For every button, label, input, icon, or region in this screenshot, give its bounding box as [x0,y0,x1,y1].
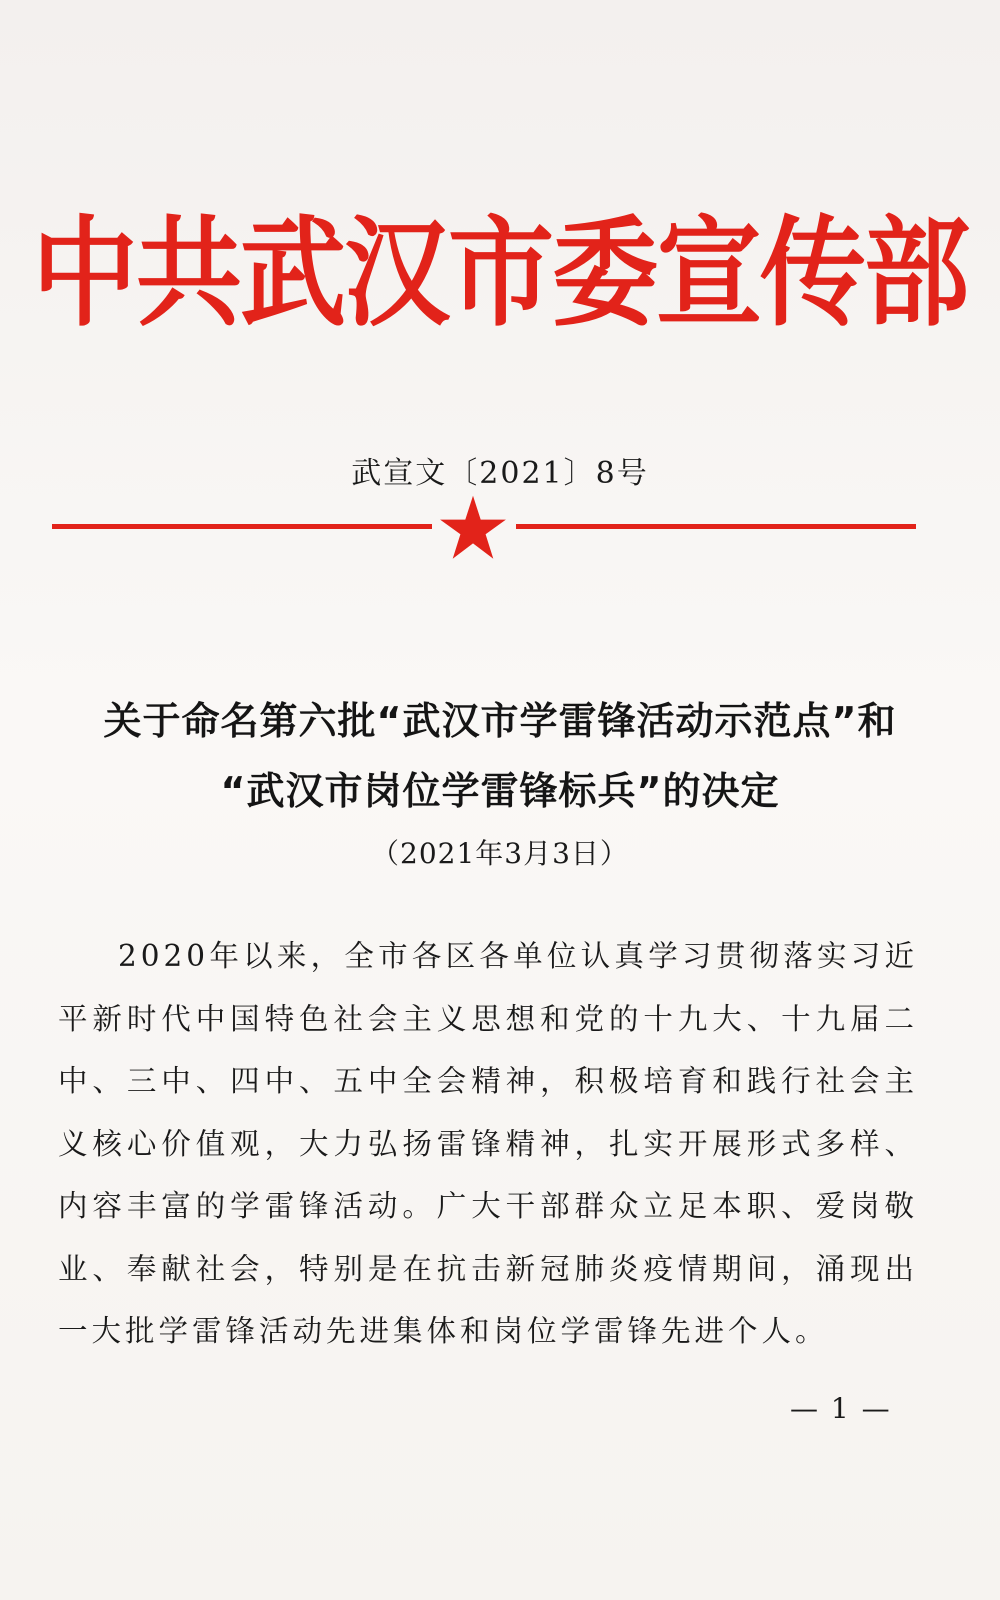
page-number: — 1 — [790,1392,892,1425]
body-paragraph: 2020年以来，全市各区各单位认真学习贯彻落实习近平新时代中国特色社会主义思想和党的十九大、十九届二中、三中、四中、五中全会精神，积极培育和践行社会主义核心价值观，大力弘扬雷锋精神，扎实开展形式多样、内容丰富的学雷锋活动。广大干部群众立足本职、爱岗敬业、奉献社会，特别是在抗击新冠肺炎疫情期间，涌现出一大批学雷锋活动先进集体和岗位学雷锋先进个人。 [58,939,918,1348]
document-number: 武宣文〔2021〕8号 [351,456,649,491]
red-divider-left [52,524,432,529]
document-date: （2021年3月3日） [371,837,629,870]
red-divider-right [516,524,916,529]
red-star-icon [438,493,508,563]
document-title-line-2: “武汉市岗位学雷锋标兵”的决定 [220,769,780,813]
document-title-line-1: 关于命名第六批“武汉市学雷锋活动示范点”和 [103,699,897,743]
issuer-header: 中共武汉市委宣传部 [32,204,968,343]
